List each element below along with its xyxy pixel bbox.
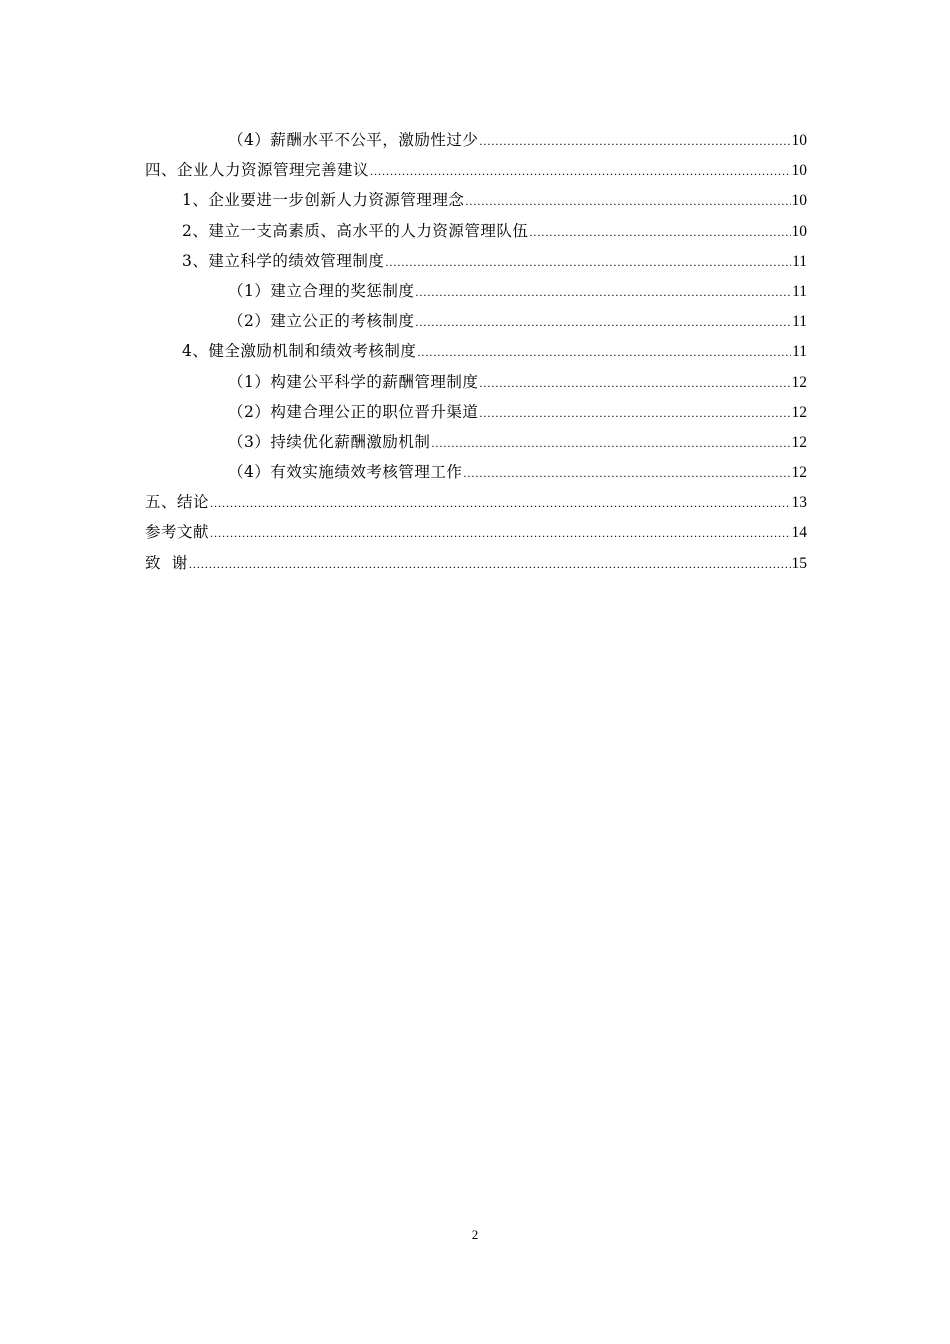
toc-entry-title: （3）持续优化薪酬激励机制 bbox=[228, 432, 431, 451]
toc-entry-title: （4）有效实施绩效考核管理工作 bbox=[228, 463, 463, 482]
toc-dot-leader bbox=[415, 277, 791, 307]
toc-dot-leader bbox=[417, 337, 791, 367]
toc-entry-title: （1）构建公平科学的薪酬管理制度 bbox=[228, 372, 479, 391]
toc-dot-leader bbox=[463, 458, 790, 488]
toc-entry-title: 2、建立一支高素质、高水平的人力资源管理队伍 bbox=[182, 221, 529, 240]
toc-entry[interactable] bbox=[145, 336, 807, 366]
toc-entry[interactable] bbox=[145, 246, 807, 276]
toc-dot-leader bbox=[210, 518, 790, 548]
toc-dot-leader bbox=[210, 488, 790, 518]
toc-dot-leader bbox=[529, 217, 790, 247]
toc-dot-leader bbox=[189, 549, 791, 579]
toc-entry-page: 12 bbox=[791, 403, 807, 421]
toc-entry-page: 12 bbox=[791, 464, 807, 482]
toc-entry-page: 11 bbox=[792, 343, 807, 361]
toc-entry-page: 10 bbox=[791, 132, 807, 149]
toc-entry-page: 11 bbox=[792, 313, 807, 331]
toc-entry-page: 12 bbox=[791, 433, 807, 451]
toc-dot-leader bbox=[479, 398, 790, 428]
toc-dot-leader bbox=[465, 186, 790, 216]
toc-entry-title: 四、企业人力资源管理完善建议 bbox=[145, 161, 370, 180]
toc-entry-page: 15 bbox=[791, 554, 807, 572]
toc-entry-title: 1、企业要进一步创新人力资源管理理念 bbox=[182, 191, 465, 210]
toc-dot-leader bbox=[479, 368, 790, 398]
toc-entry[interactable] bbox=[145, 155, 807, 185]
toc-entry-title: 4、健全激励机制和绩效考核制度 bbox=[182, 342, 417, 361]
toc-entry-title: 参考文献 bbox=[145, 523, 210, 542]
toc-entry-page: 14 bbox=[791, 524, 807, 542]
toc-entry-title: （2）构建合理公正的职位晋升渠道 bbox=[228, 402, 479, 421]
toc-entry[interactable] bbox=[145, 216, 807, 246]
toc-entry-page: 12 bbox=[791, 373, 807, 391]
page-number: 2 bbox=[471, 1227, 479, 1242]
toc-entry-page: 11 bbox=[792, 282, 807, 300]
toc-entry-title: 致 谢 bbox=[145, 553, 188, 572]
toc-entry-page: 10 bbox=[791, 162, 807, 180]
toc-entry-title: 3、建立科学的绩效管理制度 bbox=[182, 251, 385, 270]
toc-entry[interactable] bbox=[145, 457, 807, 487]
toc-entry[interactable] bbox=[145, 306, 807, 336]
toc-entry-title: 五、结论 bbox=[145, 493, 210, 512]
toc-entry-title: （4）薪酬水平不公平，激励性过少 bbox=[228, 131, 479, 149]
toc-entry[interactable] bbox=[145, 548, 807, 578]
toc-entry[interactable] bbox=[145, 185, 807, 215]
toc-entry-title: （2）建立公正的考核制度 bbox=[228, 312, 415, 331]
toc-dot-leader bbox=[431, 428, 790, 458]
toc-dot-leader bbox=[370, 156, 790, 186]
toc-entry-page: 11 bbox=[792, 252, 807, 270]
toc-dot-leader bbox=[415, 307, 791, 337]
table-of-contents bbox=[145, 125, 807, 578]
toc-entry-title: （1）建立合理的奖惩制度 bbox=[228, 281, 415, 300]
toc-entry[interactable] bbox=[145, 367, 807, 397]
toc-entry-page: 10 bbox=[791, 222, 807, 240]
toc-dot-leader bbox=[479, 126, 790, 156]
toc-entry[interactable] bbox=[145, 397, 807, 427]
toc-entry[interactable] bbox=[145, 125, 807, 155]
toc-dot-leader bbox=[385, 247, 791, 277]
toc-entry[interactable] bbox=[145, 276, 807, 306]
toc-entry[interactable] bbox=[145, 487, 807, 517]
toc-entry-page: 13 bbox=[791, 494, 807, 512]
toc-entry-page: 10 bbox=[791, 192, 807, 210]
toc-entry[interactable] bbox=[145, 427, 807, 457]
toc-entry[interactable] bbox=[145, 517, 807, 547]
